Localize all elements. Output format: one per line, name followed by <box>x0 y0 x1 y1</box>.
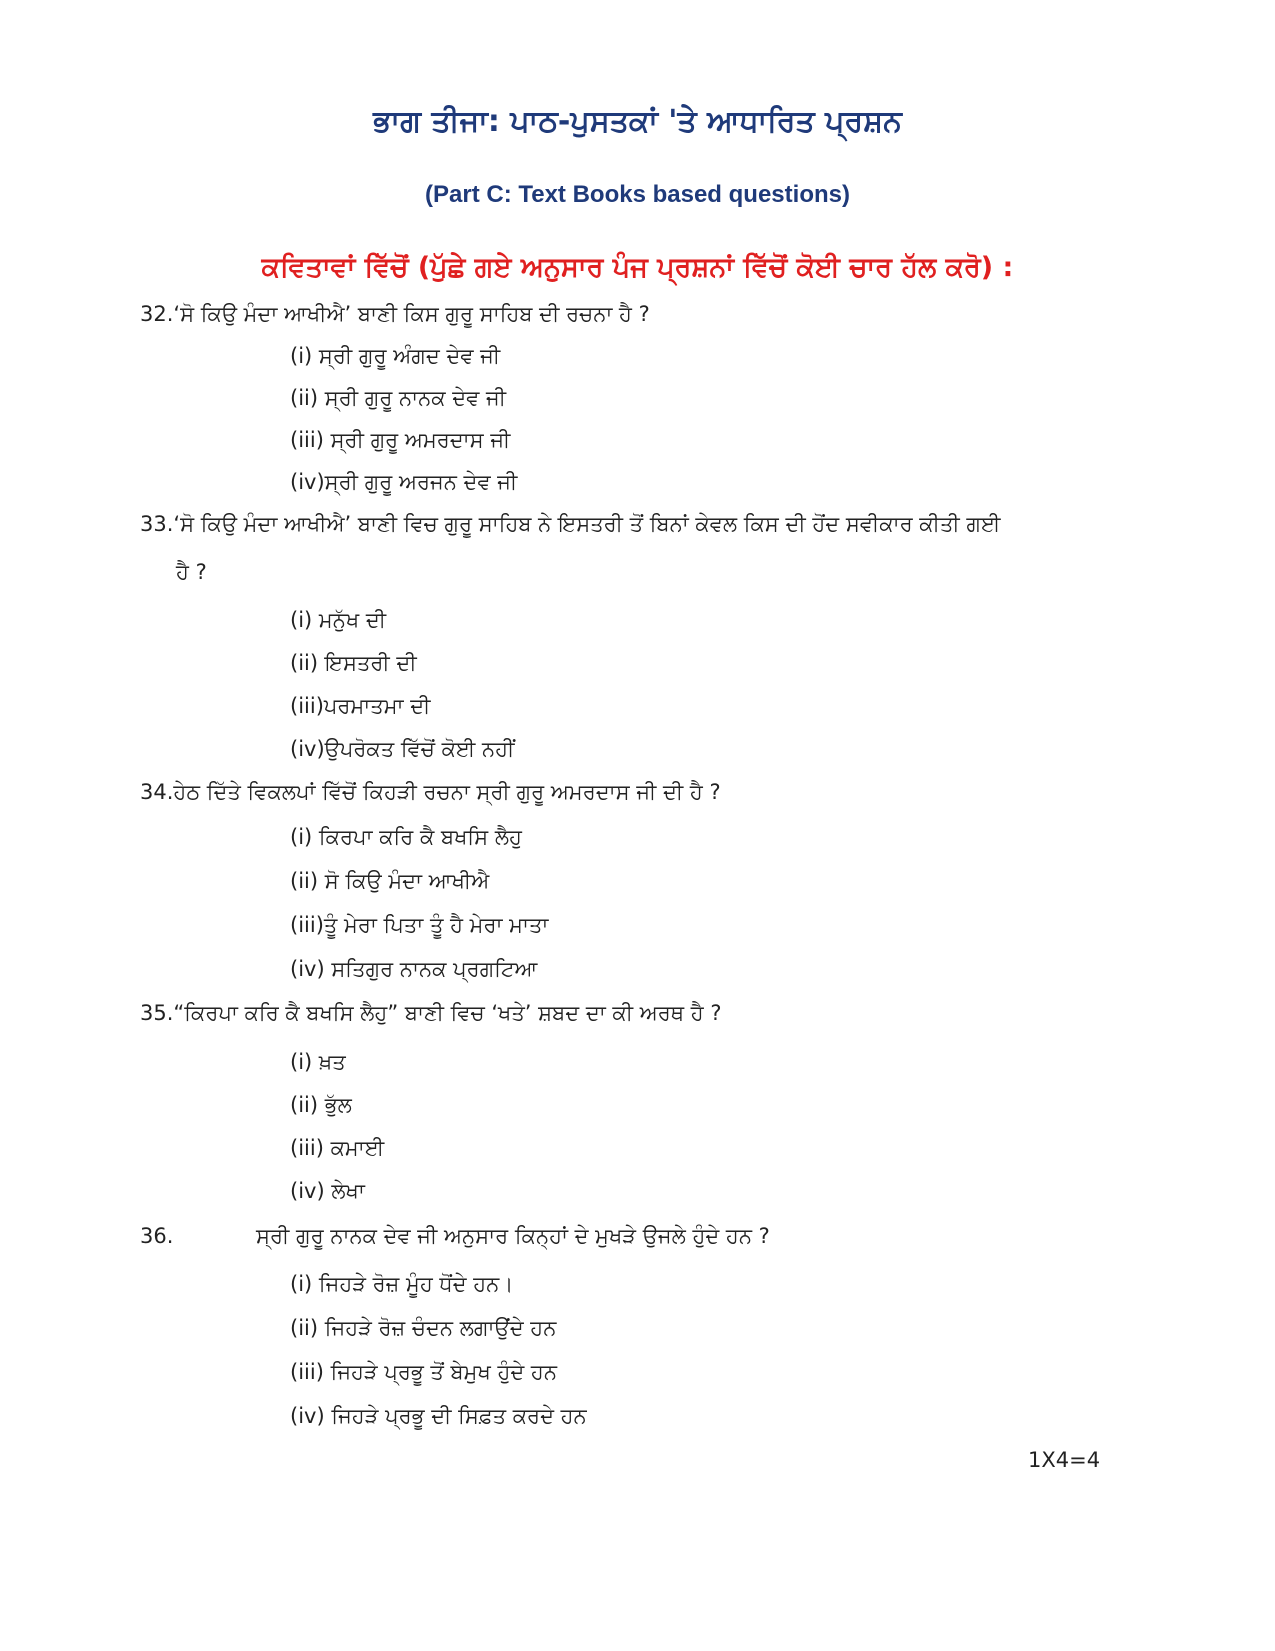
question-33-continued: ਹੈ ? <box>176 560 207 584</box>
question-35: 35.“ਕਿਰਪਾ ਕਰਿ ਕੈ ਬਖਸਿ ਲੈਹੁ” ਬਾਣੀ ਵਿਚ ‘ਖਤੇ’ ਸ਼ਬਦ ਦਾ ਕੀ ਅਰਥ ਹੈ ? <box>140 1001 722 1025</box>
question-32-option-3: (iii) ਸ੍ਰੀ ਗੁਰੂ ਅਮਰਦਾਸ ਜੀ <box>290 428 511 452</box>
section-title-english: (Part C: Text Books based questions) <box>425 181 850 208</box>
section-title-punjabi: ਭਾਗ ਤੀਜਾ: ਪਾਠ-ਪੁਸਤਕਾਂ 'ਤੇ ਆਧਾਰਿਤ ਪ੍ਰਸ਼ਨ <box>373 104 902 139</box>
question-34: 34.ਹੇਠ ਦਿੱਤੇ ਵਿਕਲਪਾਂ ਵਿੱਚੋਂ ਕਿਹੜੀ ਰਚਨਾ ਸ੍ਰੀ ਗੁਰੂ ਅਮਰਦਾਸ ਜੀ ਦੀ ਹੈ ? <box>140 780 721 804</box>
question-33-option-2: (ii) ਇਸਤਰੀ ਦੀ <box>290 651 417 675</box>
question-32-option-2: (ii) ਸ੍ਰੀ ਗੁਰੂ ਨਾਨਕ ਦੇਵ ਜੀ <box>290 386 507 410</box>
question-36-option-1: (i) ਜਿਹੜੇ ਰੋਜ਼ ਮੂੰਹ ਧੋਂਦੇ ਹਨ। <box>290 1272 514 1296</box>
question-36-option-2: (ii) ਜਿਹੜੇ ਰੋਜ਼ ਚੰਦਨ ਲਗਾਉਂਦੇ ਹਨ <box>290 1316 557 1340</box>
question-32: 32.‘ਸੋ ਕਿਉ ਮੰਦਾ ਆਖੀਐ’ ਬਾਣੀ ਕਿਸ ਗੁਰੂ ਸਾਹਿਬ ਦੀ ਰਚਨਾ ਹੈ ? <box>140 302 650 326</box>
question-33-option-3: (iii)ਪਰਮਾਤਮਾ ਦੀ <box>290 694 431 718</box>
question-34-option-3: (iii)ਤੂੰ ਮੇਰਾ ਪਿਤਾ ਤੂੰ ਹੈ ਮੇਰਾ ਮਾਤਾ <box>290 913 549 937</box>
question-32-option-1: (i) ਸ੍ਰੀ ਗੁਰੂ ਅੰਗਦ ਦੇਵ ਜੀ <box>290 344 501 368</box>
question-36: ਸ੍ਰੀ ਗੁਰੂ ਨਾਨਕ ਦੇਵ ਜੀ ਅਨੁਸਾਰ ਕਿਨ੍ਹਾਂ ਦੇ ਮੁਖੜੇ ਉਜਲੇ ਹੁੰਦੇ ਹਨ ? <box>256 1224 770 1248</box>
section-instruction: ਕਵਿਤਾਵਾਂ ਵਿੱਚੋਂ (ਪੁੱਛੇ ਗਏ ਅਨੁਸਾਰ ਪੰਜ ਪ੍ਰਸ਼ਨਾਂ ਵਿੱਚੋਂ ਕੋਈ ਚਾਰ ਹੱਲ ਕਰੋ) : <box>261 252 1014 283</box>
question-34-option-2: (ii) ਸੋ ਕਿਉ ਮੰਦਾ ਆਖੀਐ <box>290 869 490 893</box>
question-34-option-4: (iv) ਸਤਿਗੁਰ ਨਾਨਕ ਪ੍ਰਗਟਿਆ <box>290 957 538 981</box>
question-36-option-4: (iv) ਜਿਹੜੇ ਪ੍ਰਭੂ ਦੀ ਸਿਫ਼ਤ ਕਰਦੇ ਹਨ <box>290 1404 587 1428</box>
question-36-option-3: (iii) ਜਿਹੜੇ ਪ੍ਰਭੂ ਤੋਂ ਬੇਮੁਖ ਹੁੰਦੇ ਹਨ <box>290 1360 557 1384</box>
question-33-option-1: (i) ਮਨੁੱਖ ਦੀ <box>290 608 387 632</box>
question-35-option-3: (iii) ਕਮਾਈ <box>290 1136 385 1160</box>
question-36-number: 36. <box>140 1224 174 1248</box>
question-32-option-4: (iv)ਸ੍ਰੀ ਗੁਰੂ ਅਰਜਨ ਦੇਵ ਜੀ <box>290 470 518 494</box>
marks-allocation: 1X4=4 <box>1028 1448 1101 1472</box>
question-34-option-1: (i) ਕਿਰਪਾ ਕਰਿ ਕੈ ਬਖਸਿ ਲੈਹੁ <box>290 825 522 849</box>
question-35-option-4: (iv) ਲੇਖਾ <box>290 1179 365 1203</box>
question-33-option-4: (iv)ਉਪਰੋਕਤ ਵਿੱਚੋਂ ਕੋਈ ਨਹੀਂ <box>290 737 515 761</box>
question-35-option-2: (ii) ਭੁੱਲ <box>290 1093 352 1117</box>
question-33: 33.‘ਸੋ ਕਿਉ ਮੰਦਾ ਆਖੀਐ’ ਬਾਣੀ ਵਿਚ ਗੁਰੂ ਸਾਹਿਬ ਨੇ ਇਸਤਰੀ ਤੋਂ ਬਿਨਾਂ ਕੇਵਲ ਕਿਸ ਦੀ ਹੋਂਦ ਸਵੀਕਾਰ ਕੀਤੀ ਗਈ <box>140 512 1001 536</box>
question-35-option-1: (i) ਖ਼ਤ <box>290 1050 346 1074</box>
